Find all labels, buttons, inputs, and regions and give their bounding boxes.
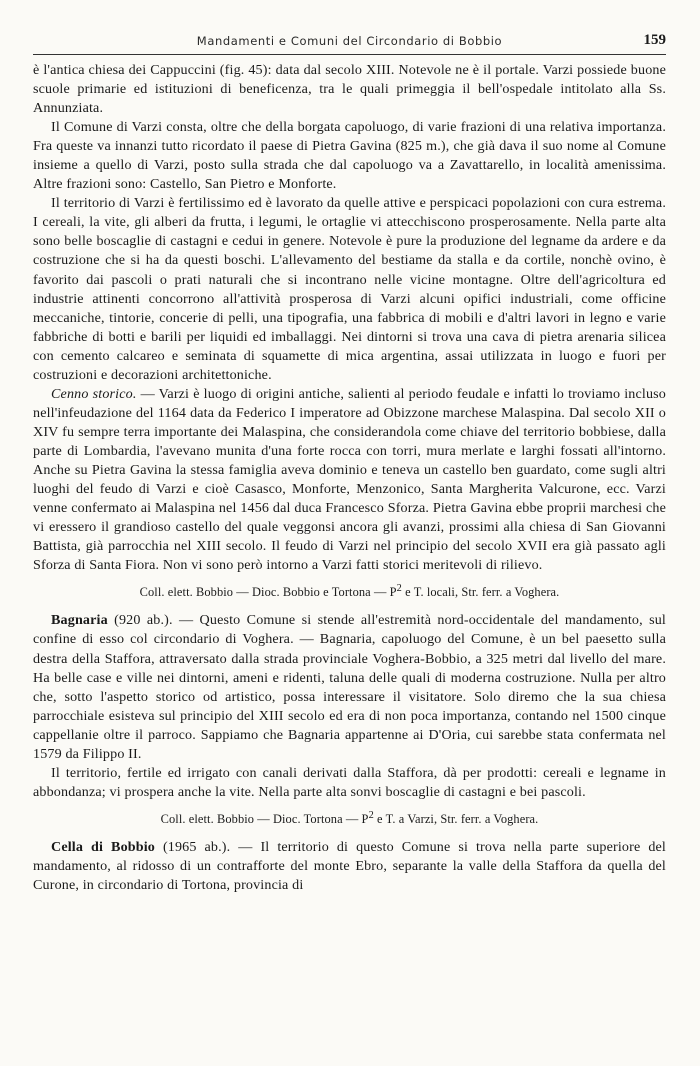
varzi-paragraph-1: è l'antica chiesa dei Cappuccini (fig. 45): data dal secolo XIII. Notevole ne è il portale. Varzi possiede buone scuole primarie ed istituzioni di beneficenza, tra le quali primeggia il bell'ospedale intitolato alla Ss. Annunziata. (33, 62, 666, 117)
bagnaria-paragraph-1 (33, 611, 666, 763)
bagnaria-ref-pre: Coll. elett. Bobbio — Dioc. Tortona — P (160, 812, 369, 827)
bagnaria-ref-sup: 2 (368, 809, 374, 821)
bagnaria-ref-post: e T. a Varzi, Str. ferr. a Voghera. (373, 812, 539, 827)
cella-text: (1965 ab.). — Il territorio di questo Comune si trova nella parte superiore del mandamento, al ridosso di un contrafforte del monte Ebro, separante la valle della Staffora da quella del Curone, in circondario di Tortona, provincia di (33, 839, 666, 894)
page-body (33, 61, 666, 895)
varzi-paragraph-3: Il territorio di Varzi è fertilissimo ed è lavorato da quelle attive e perspicaci popolazioni con cura estrema. I cereali, la vite, gli alberi da frutta, i legumi, le ortaglie vi attecchiscono prosperosamente. Nella parte alta sono belle boscaglie di castagni e cedui in genere. Notevole è pure la produzione del legname da ardere e da costruzione che si ha da questi boschi. L'allevamento del bestiame da stalla e da cortile, nonchè ovino, è favorito dai pascoli o prati naturali che si incontrano nelle vicine montagne. Oltre dell'agricoltura ed industrie attinenti concorrono all'attività prosperosa di Varzi alcuni opifici industriali, come officine meccaniche, tintorie, concerie di pelli, una tipografia, una fabbrica di mobili e d'altri lavori in legno e varie fabbriche di botti e barili per liquidi ed imballaggi. Nei dintorni si trova una cava di pietra arenaria silicea con cemento calcareo e seminata di squamette di mica argentina, assai utilizzata in luogo e fuori per costruzioni e decorazioni architettoniche. (33, 195, 666, 383)
varzi-reference-line (33, 579, 666, 602)
varzi-paragraph-history (33, 385, 666, 575)
bagnaria-reference-line (33, 806, 666, 829)
section-bagnaria (33, 611, 666, 829)
section-cella-di-bobbio (33, 838, 666, 895)
bagnaria-text: (920 ab.). — Questo Comune si stende all'estremità nord-occidentale del mandamento, sul confine di esso col circondario di Voghera. — Bagnaria, capoluogo del Comune, è un bel paesetto sulla destra della Staffora, attraversato dalla strada provinciale Voghera-Bobbio, a 325 metri dal livello del mare. Ha belle case e ville nei dintorni, ameni e ridenti, taluna delle quali di moderna costruzione. Nulla per altro che, sotto l'aspetto storico od artistico, possa interessare il visitatore. Solo diremo che la sua chiesa parrocchiale esisteva sul principio del XIII secolo ed era di non poca importanza, contando nel 1500 cinque cappellanie oltre il parroco. Sappiamo che Bagnaria appartenne ai D'Oria, cui sarebbe stata confermata nel 1579 da Filippo II. (33, 612, 666, 762)
history-label: Cenno storico. (51, 385, 137, 402)
cella-entry-name: Cella di Bobbio (51, 839, 155, 856)
running-header-title: Mandamenti e Comuni del Circondario di Bobbio (196, 34, 503, 48)
varzi-paragraph-2: Il Comune di Varzi consta, oltre che della borgata capoluogo, di varie frazioni di una relativa importanza. Fra queste va innanzi tutto ricordato il paese di Pietra Gavina (825 m.), che già dava il suo nome al Comune insieme a quello di Varzi, posto sulla strada che dal capoluogo va a Zavattarello, in località amenissima. Altre frazioni sono: Castello, San Pietro e Monforte. (33, 119, 666, 193)
varzi-ref-sup: 2 (396, 583, 402, 595)
varzi-ref-pre: Coll. elett. Bobbio — Dioc. Bobbio e Tortona — P (139, 585, 397, 600)
running-header (33, 34, 666, 55)
history-text: — Varzi è luogo di origini antiche, salienti al periodo feudale e infatti lo troviamo incluso nell'infeudazione del 1164 data da Federico I imperatore ad Obizzone marchese Malaspina. Dal secolo XII o XIV fu sempre terra importante dei Malaspina, che considerandola come chiave del territorio bobbiese, dalla parte di Lombardia, l'avevano munita d'una forte rocca con torri, mura merlate e larghi fossati all'intorno. Anche su Pietra Gavina la stessa famiglia aveva dominio e teneva un castello ben guardato, come sugli altri luoghi del feudo di Varzi e cioè Casasco, Monforte, Menzonico, Santa Margherita Valcurone, ecc. Varzi venne confermato ai Malaspina nel 1456 dal duca Francesco Sforza. Pietra Gavina ebbe proprii marchesi che vi eressero il grandioso castello del quale veggonsi ancora gli avanzi, prossimi alla chiesa di San Giovanni Battista, già parrocchia nel XIII secolo. Il feudo di Varzi nel principio del secolo XVII era già passato agli Sforza di Santa Fiora. Non vi sono però intorno a Varzi fatti storici meritevoli di rilievo. (33, 385, 666, 574)
section-varzi (33, 61, 666, 602)
bagnaria-entry-name: Bagnaria (51, 612, 108, 629)
cella-paragraph-1 (33, 838, 666, 895)
page-number: 159 (643, 32, 666, 48)
varzi-ref-post: e T. locali, Str. ferr. a Voghera. (401, 585, 560, 600)
bagnaria-paragraph-2: Il territorio, fertile ed irrigato con canali derivati dalla Staffora, dà per prodotti: cereali e legname in abbondanza; vi prospera anche la vite. Nella parte alta sonvi boscaglie di castagni e bei pascoli. (33, 764, 666, 800)
